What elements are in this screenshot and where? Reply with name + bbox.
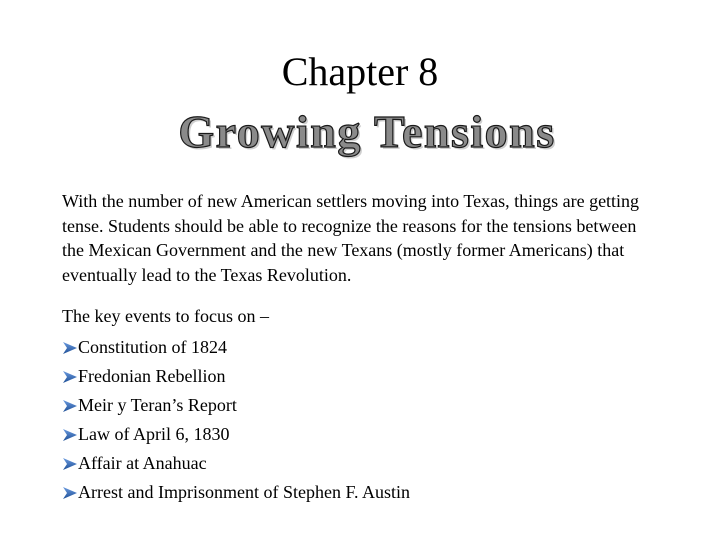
arrow-right-icon bbox=[62, 486, 78, 500]
event-label: Affair at Anahuac bbox=[78, 452, 207, 473]
event-label: Meir y Teran’s Report bbox=[78, 394, 237, 415]
intro-paragraph: With the number of new American settlers moving into Texas, things are getting tense. Students should be able to recognize the reasons for the tensions between the Mexican Government and the new Texans (mostly former Americans) that eventually lead to the Texas Revolution. bbox=[62, 191, 640, 285]
arrow-right-icon bbox=[62, 341, 78, 355]
arrow-right-icon bbox=[62, 457, 78, 471]
arrow-right-icon bbox=[62, 428, 78, 442]
arrow-right-icon bbox=[62, 370, 78, 384]
event-label: Constitution of 1824 bbox=[78, 336, 228, 357]
event-label: Arrest and Imprisonment of Stephen F. Austin bbox=[78, 481, 411, 502]
list-item bbox=[62, 419, 410, 448]
list-item bbox=[62, 477, 410, 506]
event-label: Law of April 6, 1830 bbox=[78, 423, 230, 444]
list-item bbox=[62, 448, 410, 477]
list-item bbox=[62, 332, 410, 361]
key-events-list bbox=[62, 332, 410, 506]
list-item bbox=[62, 390, 410, 419]
arrow-right-icon bbox=[62, 399, 78, 413]
chapter-heading: Chapter 8 bbox=[281, 49, 439, 94]
focus-label: The key events to focus on – bbox=[62, 306, 269, 326]
event-label: Fredonian Rebellion bbox=[78, 365, 226, 386]
list-item bbox=[62, 361, 410, 390]
slide-title: Growing Tensions bbox=[178, 106, 556, 157]
